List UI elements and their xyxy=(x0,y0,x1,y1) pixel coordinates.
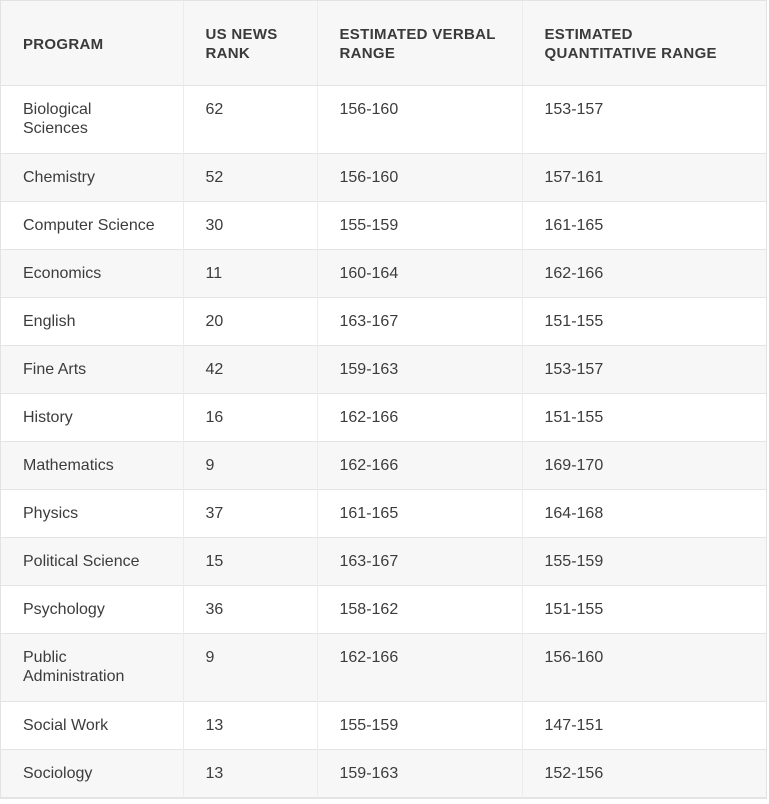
header-rank: US NEWS RANK xyxy=(183,1,317,85)
cell-quant-range: 153-157 xyxy=(522,85,766,153)
cell-rank: 13 xyxy=(183,701,317,749)
table-header xyxy=(1,1,766,85)
cell-verbal-range: 162-166 xyxy=(317,393,522,441)
cell-quant-range: 151-155 xyxy=(522,297,766,345)
cell-rank: 52 xyxy=(183,153,317,201)
cell-program: Public Administration xyxy=(23,648,125,685)
cell-rank: 30 xyxy=(183,201,317,249)
cell-rank: 16 xyxy=(183,393,317,441)
table-row xyxy=(1,297,766,345)
cell-quant-range: 156-160 xyxy=(522,633,766,701)
table-body xyxy=(1,85,766,797)
cell-quant-range: 155-159 xyxy=(522,537,766,585)
table-row xyxy=(1,345,766,393)
cell-quant-range: 162-166 xyxy=(522,249,766,297)
cell-rank: 13 xyxy=(183,749,317,797)
data-table xyxy=(1,1,766,798)
cell-rank: 36 xyxy=(183,585,317,633)
cell-program: Chemistry xyxy=(23,168,96,186)
cell-program: History xyxy=(23,408,73,426)
table-row xyxy=(1,153,766,201)
cell-program: Political Science xyxy=(23,552,140,570)
cell-quant-range: 164-168 xyxy=(522,489,766,537)
cell-rank: 20 xyxy=(183,297,317,345)
cell-verbal-range: 162-166 xyxy=(317,633,522,701)
cell-program: Mathematics xyxy=(23,456,114,474)
table-row xyxy=(1,633,766,701)
cell-quant-range: 169-170 xyxy=(522,441,766,489)
cell-verbal-range: 159-163 xyxy=(317,749,522,797)
cell-program: Psychology xyxy=(23,600,105,618)
cell-quant-range: 151-155 xyxy=(522,393,766,441)
cell-quant-range: 147-151 xyxy=(522,701,766,749)
table-row xyxy=(1,489,766,537)
cell-quant-range: 157-161 xyxy=(522,153,766,201)
cell-verbal-range: 159-163 xyxy=(317,345,522,393)
cell-verbal-range: 162-166 xyxy=(317,441,522,489)
table-row xyxy=(1,701,766,749)
cell-rank: 11 xyxy=(183,249,317,297)
cell-verbal-range: 156-160 xyxy=(317,85,522,153)
cell-quant-range: 152-156 xyxy=(522,749,766,797)
cell-program: Fine Arts xyxy=(23,360,87,378)
cell-program: Computer Science xyxy=(23,216,155,234)
table-row xyxy=(1,537,766,585)
cell-program: English xyxy=(23,312,76,330)
cell-rank: 9 xyxy=(183,633,317,701)
cell-quant-range: 151-155 xyxy=(522,585,766,633)
table-row xyxy=(1,249,766,297)
cell-program: Social Work xyxy=(23,716,109,734)
header-program: PROGRAM xyxy=(1,1,183,85)
cell-quant-range: 161-165 xyxy=(522,201,766,249)
cell-quant-range: 153-157 xyxy=(522,345,766,393)
table-row xyxy=(1,393,766,441)
cell-program: Sociology xyxy=(23,764,93,782)
header-quant-range: ESTIMATED QUANTITATIVE RANGE xyxy=(522,1,766,85)
cell-rank: 42 xyxy=(183,345,317,393)
cell-verbal-range: 158-162 xyxy=(317,585,522,633)
cell-program: Physics xyxy=(23,504,79,522)
cell-verbal-range: 163-167 xyxy=(317,297,522,345)
cell-rank: 37 xyxy=(183,489,317,537)
table-row xyxy=(1,85,766,153)
table-row xyxy=(1,585,766,633)
cell-rank: 62 xyxy=(183,85,317,153)
cell-rank: 9 xyxy=(183,441,317,489)
table-row xyxy=(1,441,766,489)
header-verbal-range: ESTIMATED VERBAL RANGE xyxy=(317,1,522,85)
cell-program: Economics xyxy=(23,264,102,282)
cell-verbal-range: 161-165 xyxy=(317,489,522,537)
cell-verbal-range: 163-167 xyxy=(317,537,522,585)
header-row xyxy=(1,1,766,85)
cell-program: Biological Sciences xyxy=(23,100,92,137)
table-row xyxy=(1,749,766,797)
cell-rank: 15 xyxy=(183,537,317,585)
cell-verbal-range: 156-160 xyxy=(317,153,522,201)
table-row xyxy=(1,201,766,249)
cell-verbal-range: 160-164 xyxy=(317,249,522,297)
cell-verbal-range: 155-159 xyxy=(317,701,522,749)
cell-verbal-range: 155-159 xyxy=(317,201,522,249)
